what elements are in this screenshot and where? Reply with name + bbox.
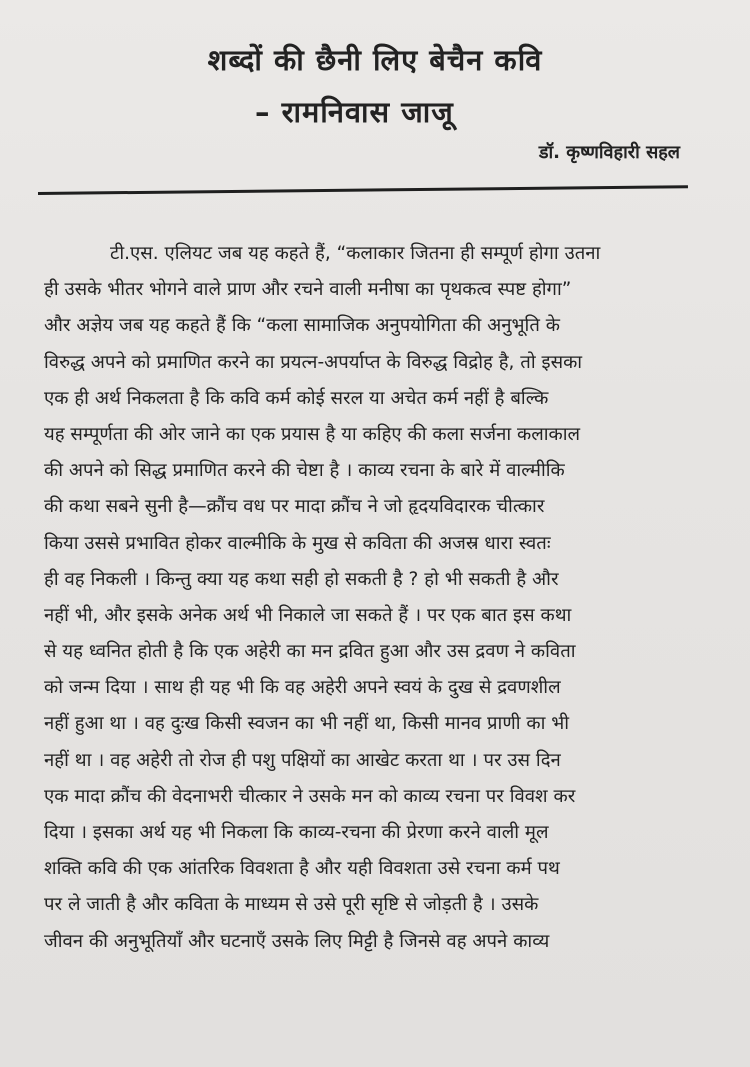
text-line: विरुद्ध अपने को प्रमाणित करने का प्रयत्न-अपर्याप्त के विरुद्ध विद्रोह है, तो इसका bbox=[44, 351, 583, 373]
text-line: से यह ध्वनित होती है कि एक अहेरी का मन द्रवित हुआ और उस द्रवण ने कविता bbox=[44, 641, 576, 663]
title-divider bbox=[38, 185, 688, 195]
text-line: की कथा सबने सुनी है—क्रौंच वध पर मादा क्रौंच ने जो हृदयविदारक चीत्कार bbox=[44, 496, 545, 518]
text-line: यह सम्पूर्णता की ओर जाने का एक प्रयास है या कहिए की कला सर्जना कलाकाल bbox=[44, 423, 581, 445]
text-line: जीवन की अनुभूतियाँ और घटनाएँ उसके लिए मिट्टी है जिनसे वह अपने काव्य bbox=[44, 930, 550, 952]
text-line: और अज्ञेय जब यह कहते हैं कि “कला सामाजिक अनुपयोगिता की अनुभूति के bbox=[44, 315, 560, 337]
text-line: शक्ति कवि की एक आंतरिक विवशता है और यही विवशता उसे रचना कर्म पथ bbox=[44, 858, 560, 880]
text-line: ही वह निकली । किन्तु क्या यह कथा सही हो सकती है ? हो भी सकती है और bbox=[44, 568, 559, 590]
text-line: नहीं भी, और इसके अनेक अर्थ भी निकाले जा सकते हैं । पर एक बात इस कथा bbox=[44, 604, 572, 626]
text-line: नहीं हुआ था । वह दुःख किसी स्वजन का भी नहीं था, किसी मानव प्राणी का भी bbox=[44, 713, 570, 735]
text-line: ही उसके भीतर भोगने वाले प्राण और रचने वाली मनीषा का पृथकत्व स्पष्ट होगा” bbox=[44, 279, 572, 301]
text-line: एक ही अर्थ निकलता है कि कवि कर्म कोई सरल या अचेत कर्म नहीं है बल्कि bbox=[44, 387, 549, 409]
text-line: किया उससे प्रभावित होकर वाल्मीकि के मुख से कविता की अजस्र धारा स्वतः bbox=[44, 532, 551, 554]
article-title: शब्दों की छैनी लिए बेचैन कवि bbox=[207, 43, 543, 77]
text-line: दिया । इसका अर्थ यह भी निकला कि काव्य-रचना की प्रेरणा करने वाली मूल bbox=[44, 822, 549, 843]
text-line: पर ले जाती है और कविता के माध्यम से उसे पूरी सृष्टि से जोड़ती है । उसके bbox=[44, 894, 539, 916]
text-line: एक मादा क्रौंच की वेदनाभरी चीत्कार ने उसके मन को काव्य रचना पर विवश कर bbox=[44, 785, 576, 807]
text-line: की अपने को सिद्ध प्रमाणित करने की चेष्टा है । काव्य रचना के बारे में वाल्मीकि bbox=[44, 460, 565, 482]
author-name: डॉ. कृष्णविहारी सहल bbox=[538, 142, 680, 163]
text-line: टी.एस. एलियट जब यह कहते हैं, “कलाकार जितना ही सम्पूर्ण होगा उतना bbox=[110, 243, 601, 264]
text-line: को जन्म दिया । साथ ही यह भी कि वह अहेरी अपने स्वयं के दुख से द्रवणशील bbox=[44, 677, 561, 699]
text-line: नहीं था । वह अहेरी तो रोज ही पशु पक्षियों का आखेट करता था । पर उस दिन bbox=[44, 749, 561, 771]
article-subtitle: – रामनिवास जाजू bbox=[255, 95, 454, 129]
body-paragraph bbox=[44, 236, 704, 960]
